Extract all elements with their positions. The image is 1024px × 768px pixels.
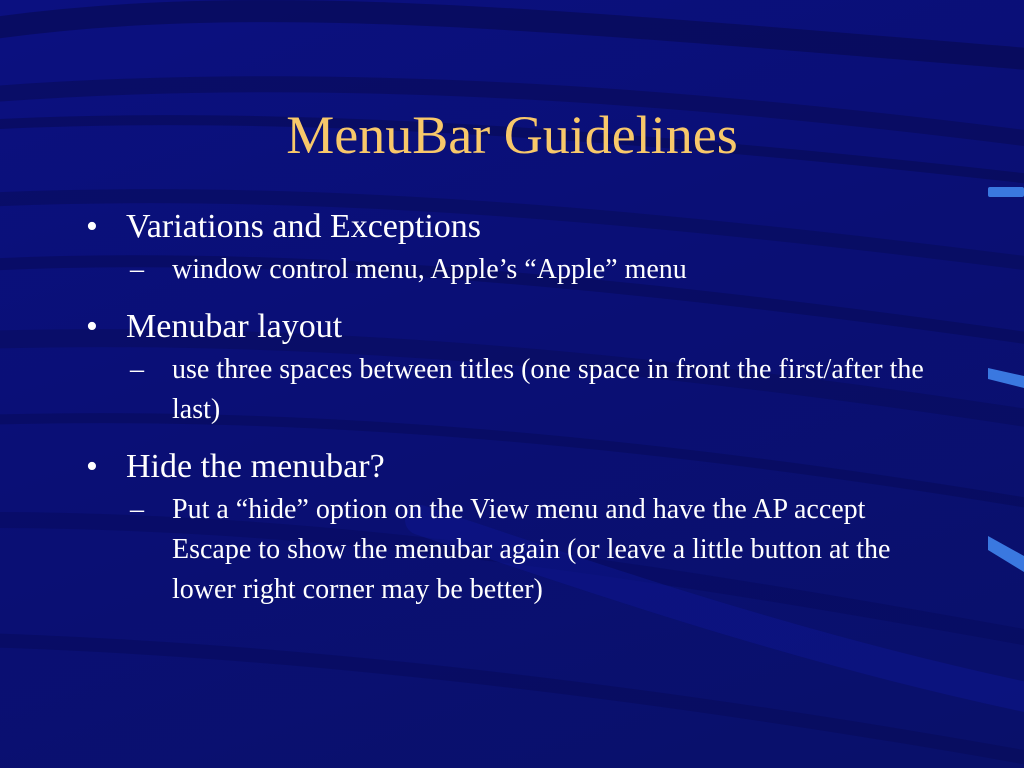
sub-bullet-marker: – <box>130 254 144 285</box>
sub-bullet-item <box>130 250 946 290</box>
bullet-text: Variations and Exceptions <box>126 208 482 245</box>
sub-bullet-item <box>130 490 946 610</box>
bullet-marker: • <box>86 208 98 245</box>
sub-bullet-marker: – <box>130 494 144 525</box>
sub-bullet-text: use three spaces between titles (one space in front the first/after the last) <box>172 354 924 425</box>
accent-dash-1 <box>988 187 1024 197</box>
bullet-list <box>86 204 946 610</box>
bullet-marker: • <box>86 308 98 345</box>
bullet-item <box>86 204 946 250</box>
sub-bullet-text: window control menu, Apple’s “Apple” menu <box>172 254 687 285</box>
slide-title: MenuBar Guidelines <box>286 105 738 165</box>
swoosh-1 <box>0 11 1024 60</box>
sub-bullet-text: Put a “hide” option on the View menu and have the AP accept Escape to show the menubar again (or leave a little button at the lower right corner may be better) <box>172 494 891 605</box>
bullet-text: Hide the menubar? <box>126 448 385 485</box>
accent-dash-2 <box>988 368 1024 388</box>
accent-dashes <box>988 187 1024 572</box>
sub-bullet-item <box>130 350 946 430</box>
bullet-item <box>86 444 946 490</box>
bullet-marker: • <box>86 448 98 485</box>
bullet-item <box>86 304 946 350</box>
accent-dash-3 <box>988 536 1024 572</box>
sub-bullet-marker: – <box>130 354 144 385</box>
bullet-text: Menubar layout <box>126 308 343 345</box>
